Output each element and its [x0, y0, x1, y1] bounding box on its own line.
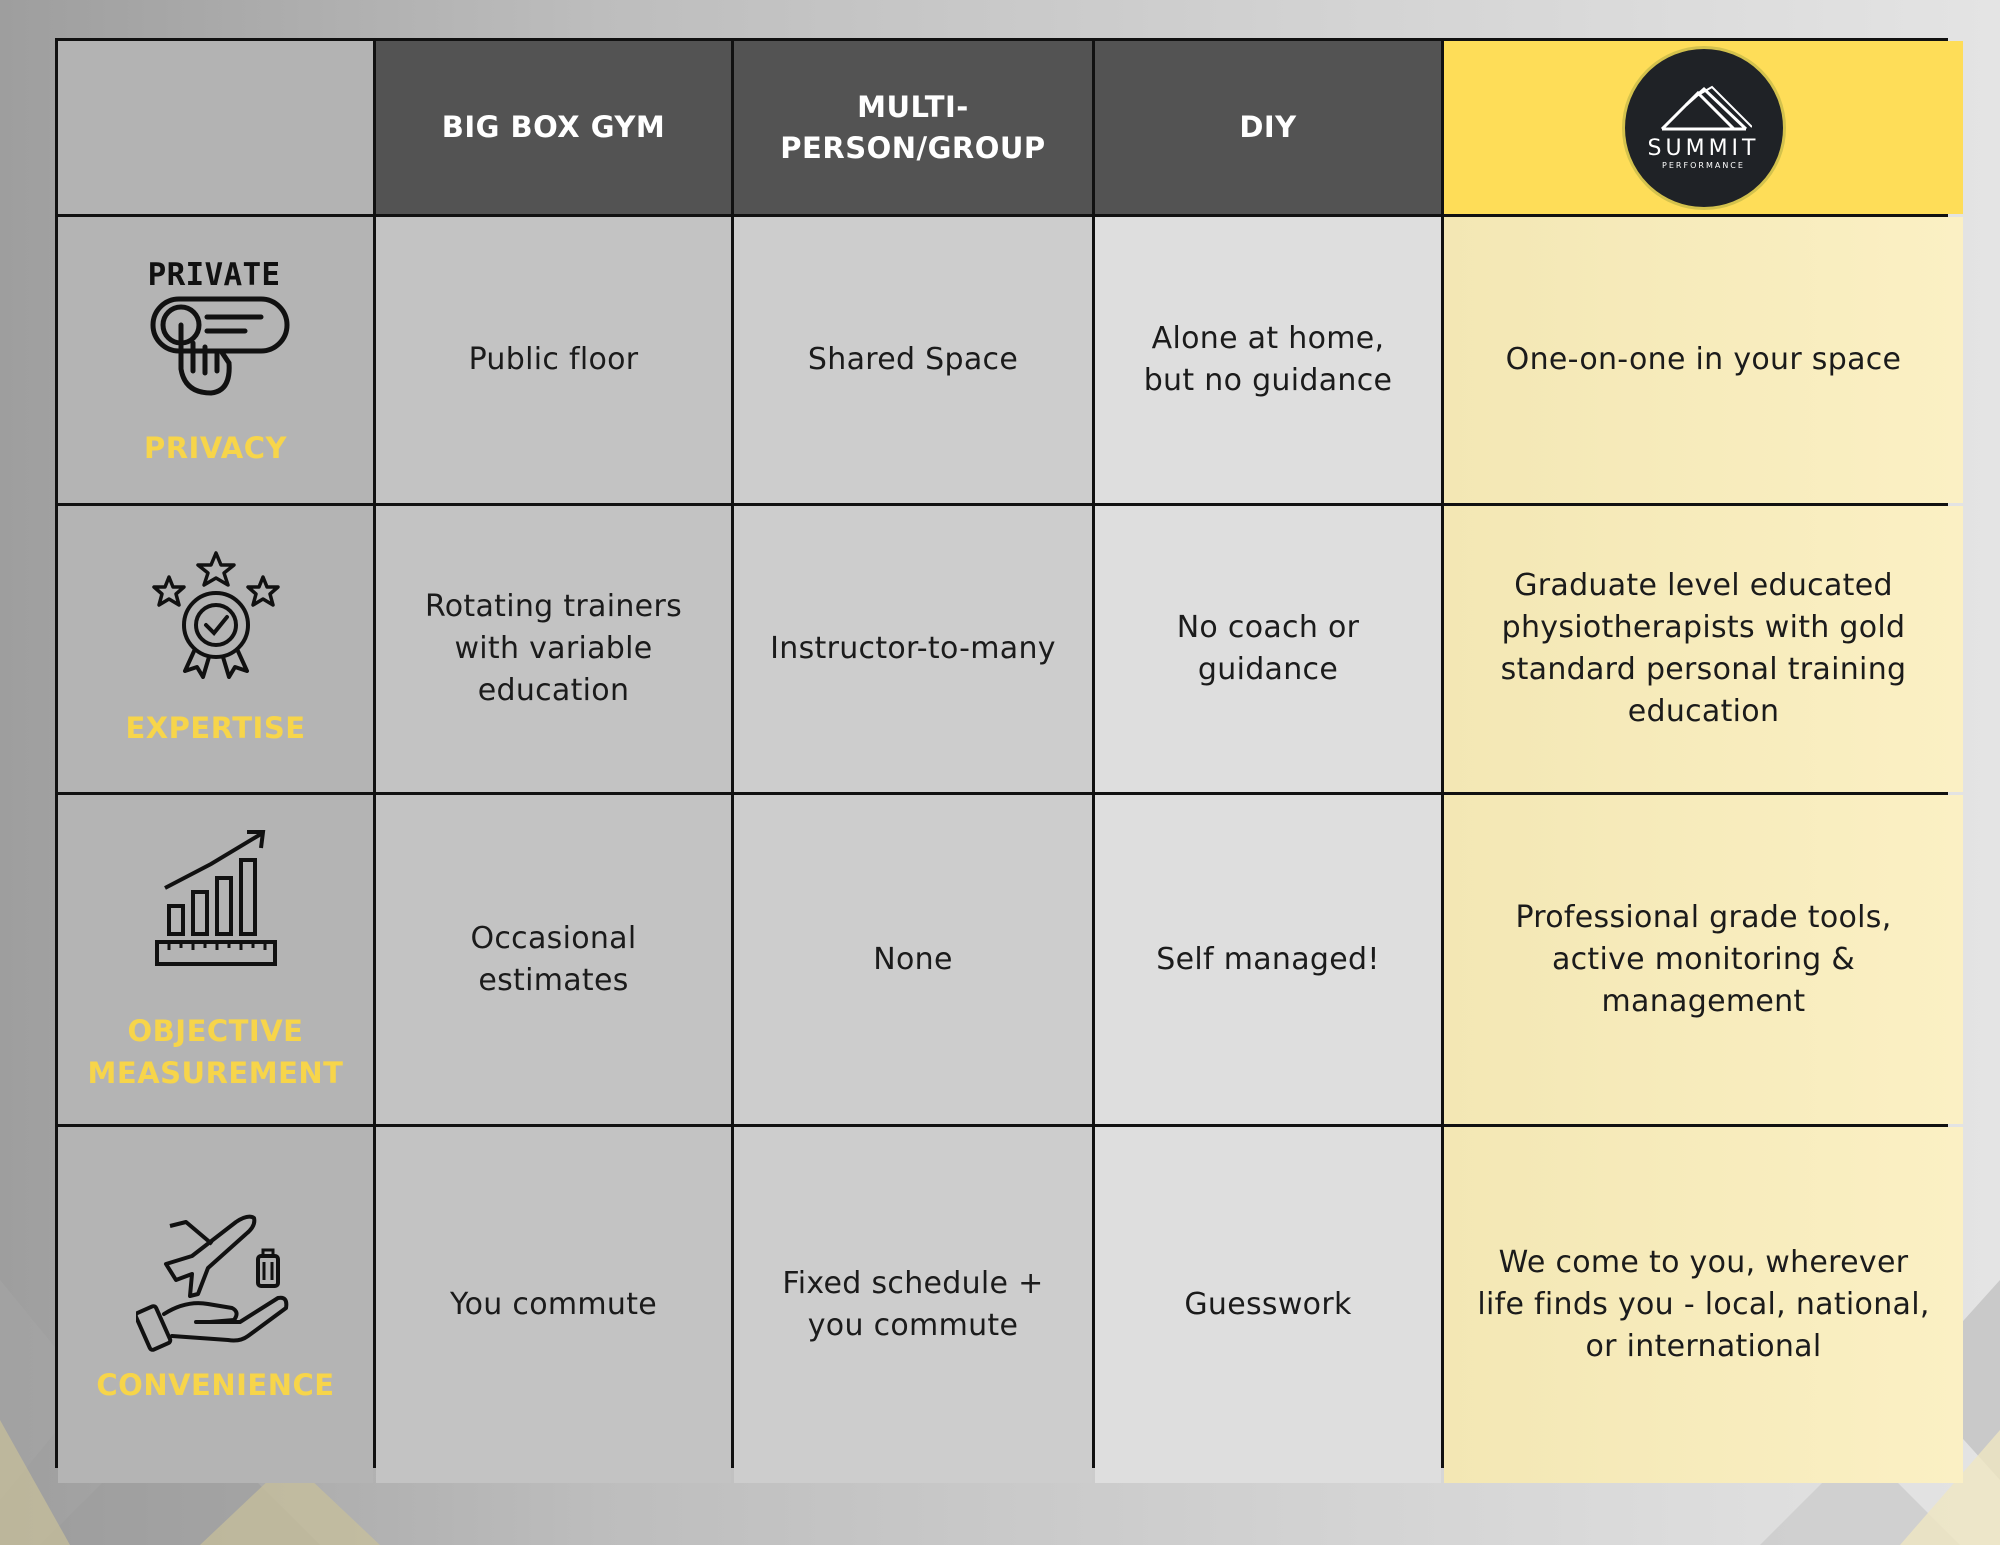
feature-privacy — [58, 217, 373, 503]
feature-label-objective-measurement: OBJECTIVE MEASUREMENT — [87, 1013, 344, 1090]
cell-privacy-big-box: Public floor — [376, 217, 731, 503]
cell-convenience-diy: Guesswork — [1095, 1127, 1441, 1483]
column-header-big-box-gym: BIG BOX GYM — [376, 41, 731, 214]
travel-hand-icon — [136, 1204, 296, 1354]
feature-label-convenience: CONVENIENCE — [96, 1368, 335, 1402]
growth-chart-icon — [151, 826, 281, 976]
cell-measurement-diy: Self managed! — [1095, 795, 1441, 1124]
cell-measurement-group: None — [734, 795, 1092, 1124]
mountain-logo-icon — [1656, 85, 1752, 133]
column-header-summit — [1444, 41, 1963, 214]
cell-privacy-diy: Alone at home, but no guidance — [1095, 217, 1441, 503]
cell-expertise-big-box: Rotating trainers with variable education — [376, 506, 731, 792]
private-button-icon — [141, 251, 291, 401]
award-medal-icon — [151, 549, 281, 679]
column-header-diy: DIY — [1095, 41, 1441, 214]
feature-objective-measurement — [58, 795, 373, 1124]
cell-convenience-summit: We come to you, wherever life finds you - local, national, or international — [1444, 1127, 1963, 1483]
cell-measurement-summit: Professional grade tools, active monitoring & management — [1444, 795, 1963, 1124]
feature-label-expertise: EXPERTISE — [125, 711, 306, 745]
cell-privacy-summit: One-on-one in your space — [1444, 217, 1963, 503]
logo-tagline: PERFORMANCE — [1662, 160, 1745, 170]
cell-convenience-group: Fixed schedule + you commute — [734, 1127, 1092, 1483]
logo-name: SUMMIT — [1647, 135, 1760, 161]
cell-expertise-summit: Graduate level educated physiotherapists with gold standard personal training education — [1444, 506, 1963, 792]
feature-convenience — [58, 1127, 373, 1483]
column-header-group: MULTI-PERSON/GROUP — [734, 41, 1092, 214]
feature-expertise — [58, 506, 373, 792]
cell-privacy-group: Shared Space — [734, 217, 1092, 503]
corner-cell — [58, 41, 373, 214]
cell-expertise-diy: No coach or guidance — [1095, 506, 1441, 792]
private-icon-text: PRIVATE — [147, 257, 280, 293]
summit-logo — [1622, 46, 1786, 210]
comparison-table — [55, 38, 1948, 1468]
cell-expertise-group: Instructor-to-many — [734, 506, 1092, 792]
cell-convenience-big-box: You commute — [376, 1127, 731, 1483]
feature-label-privacy: PRIVACY — [143, 431, 288, 465]
cell-measurement-big-box: Occasional estimates — [376, 795, 731, 1124]
